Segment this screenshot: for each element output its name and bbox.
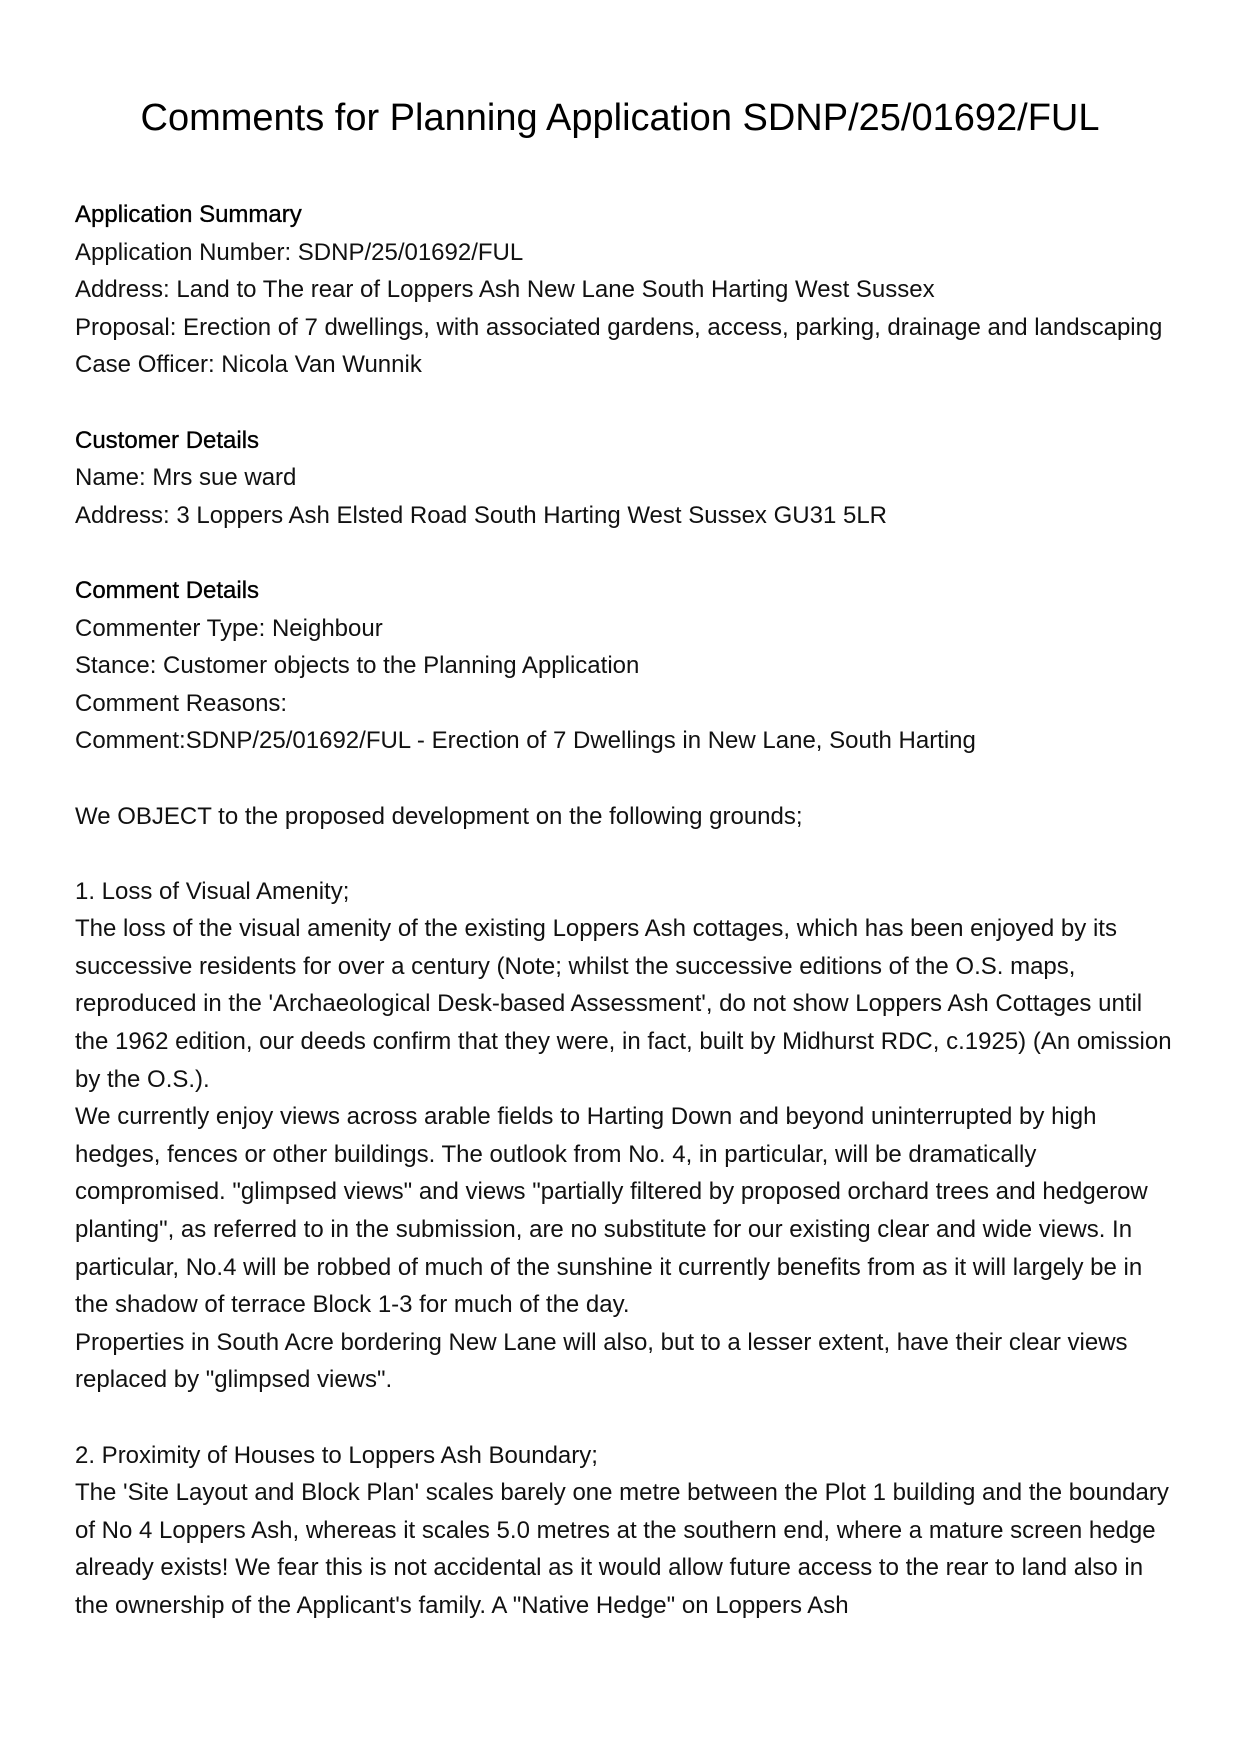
document-body [75,196,1175,1625]
application-number: Application Number: SDNP/25/01692/FUL [75,238,524,266]
application-summary-heading: Application Summary [75,201,302,228]
point-2-paragraph: The 'Site Layout and Block Plan' scales barely one metre between the Plot 1 building and the boundary of No 4 Loppers Ash, whereas it scales 5.0 metres at the southern end, where a mature screen hedge already exists! We fear this is not accidental as it would allow future access to the rear to land also in the ownership of the Applicant's family. A "Native Hedge" on Loppers Ash [75,1479,1169,1619]
comment-reasons: Comment Reasons: [75,689,288,717]
customer-details-heading: Customer Details [75,426,260,454]
application-address: Address: Land to The rear of Loppers Ash New Lane South Harting West Sussex [75,276,935,304]
comment-details-heading: Comment Details [75,576,260,604]
customer-address: Address: 3 Loppers Ash Elsted Road South Harting West Sussex GU31 5LR [75,501,887,529]
point-1-paragraph: We currently enjoy views across arable fields to Harting Down and beyond uninterrupted by high hedges, fences or other buildings. The outlook from No. 4, in particular, will be dramatically compromised. "glimpsed views" and views "partially filtered by proposed orchard trees and hedgerow planting", as referred to in the submission, are no substitute for our existing clear and wide views. In particular, No.4 will be robbed of much of the sunshine it currently benefits from as it will largely be in the shadow of terrace Block 1-3 for much of the day. [75,1103,1148,1319]
point-2-heading: 2. Proximity of Houses to Loppers Ash Boundary; [75,1441,598,1469]
commenter-type: Commenter Type: Neighbour [75,614,383,642]
customer-name: Name: Mrs sue ward [75,464,297,492]
customer-details-section [75,422,1175,535]
spacer [75,1399,1175,1437]
case-officer: Case Officer: Nicola Van Wunnik [75,351,422,379]
application-proposal: Proposal: Erection of 7 dwellings, with associated gardens, access, parking, drainage and landscaping [75,313,1163,341]
page-title: Comments for Planning Application SDNP/25/01692/FUL [140,97,1100,139]
spacer [75,534,1175,572]
spacer [75,835,1175,873]
spacer [75,760,1175,798]
comment-details-section [75,572,1175,760]
point-1-paragraph: The loss of the visual amenity of the existing Loppers Ash cottages, which has been enjoyed by its successive residents for over a century (Note; whilst the successive editions of the O.S. maps, reproduced in the 'Archaeological Desk-based Assessment', do not show Loppers Ash Cottages until the 1962 edition, our deeds confirm that they were, in fact, built by Midhurst RDC, c.1925) (An omission by the O.S.). [75,915,1172,1093]
point-1-heading: 1. Loss of Visual Amenity; [75,877,350,905]
objection-statement: We OBJECT to the proposed development on the following grounds; [75,802,803,830]
stance: Stance: Customer objects to the Planning Application [75,652,640,680]
point-1-paragraph: Properties in South Acre bordering New Lane will also, but to a lesser extent, have their clear views replaced by "glimpsed views". [75,1328,1128,1394]
comment-text: Comment:SDNP/25/01692/FUL - Erection of 7 Dwellings in New Lane, South Harting [75,727,976,755]
spacer [75,384,1175,422]
application-summary-section [75,196,1175,384]
